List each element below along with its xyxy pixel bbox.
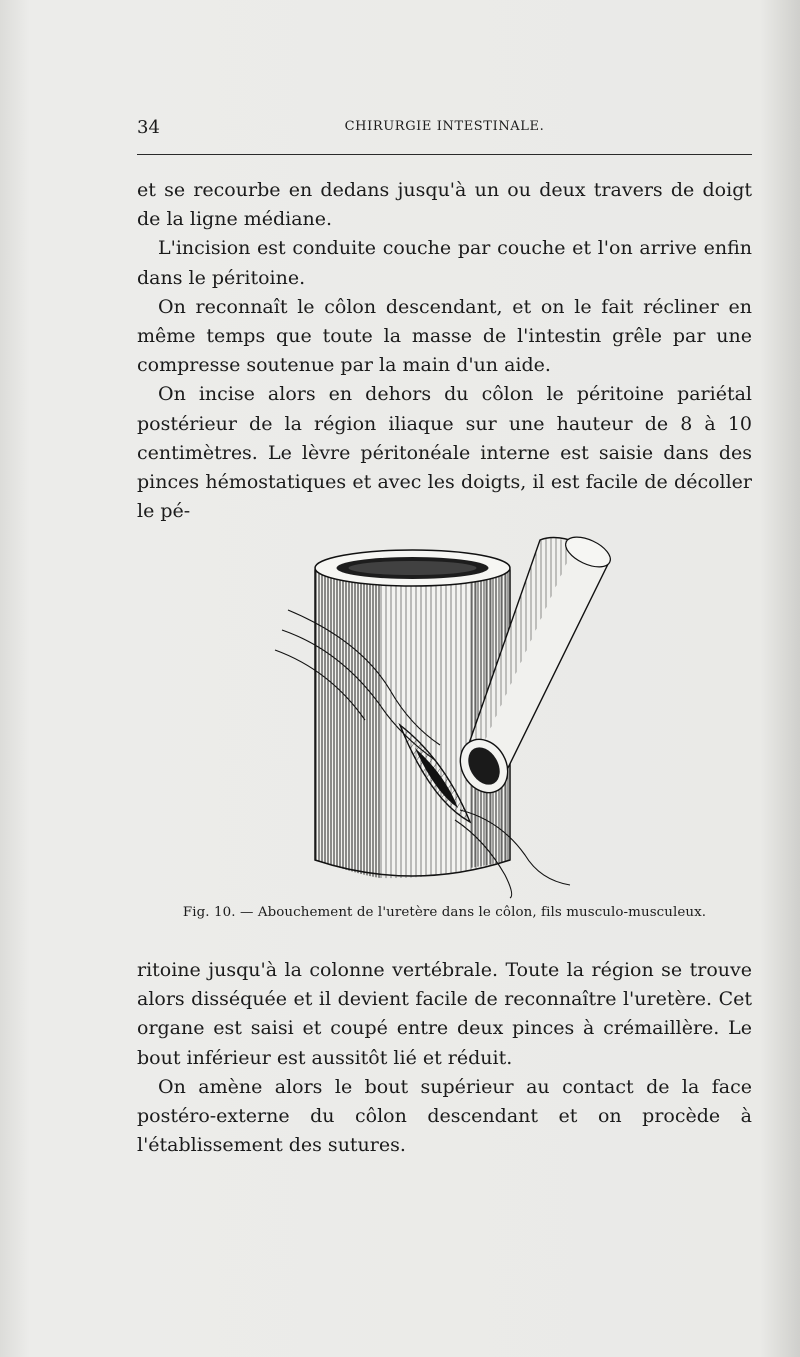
figure-illustration [270,530,630,900]
body-text-before-figure [137,176,752,526]
running-title: CHIRURGIE INTESTINALE. [344,119,545,134]
paragraph: ritoine jusqu'à la colonne vertébrale. Toute la région se trouve alors disséquée et il devient facile de reconnaître l'uretère. Cet organe est saisi et coupé entre deux pinces à crémaillère. Le bout inférieur est aussitôt lié et réduit. [137,959,752,1069]
paragraph: On reconnaît le côlon descendant, et on le fait récliner en même temps que toute la masse de l'intestin grêle par une compresse soutenue par la main d'un aide. [137,295,752,377]
body-text-after-figure [137,956,752,1160]
paragraph: L'incision est conduite couche par couche et l'on arrive enfin dans le péritoine. [137,237,752,289]
paragraph: On incise alors en dehors du côlon le péritoine pariétal postérieur de la région iliaque sur une hauteur de 8 à 10 centimètres. Le lèvre péritonéale interne est saisie dans des pinces hémostatiques et avec les doigts, il est facile de décoller le pé- [137,383,752,523]
page-header [137,117,752,141]
page-number: 34 [137,117,160,138]
paragraph: et se recourbe en dedans jusqu'à un ou deux travers de doigt de la ligne médiane. [137,179,752,231]
header-rule [137,154,752,155]
figure-caption: Fig. 10. — Abouchement de l'uretère dans le côlon, fils musculo-musculeux. [182,905,707,920]
paragraph: On amène alors le bout supérieur au contact de la face postéro-externe du côlon descendant et on procède à l'établissement des sutures. [137,1075,752,1157]
